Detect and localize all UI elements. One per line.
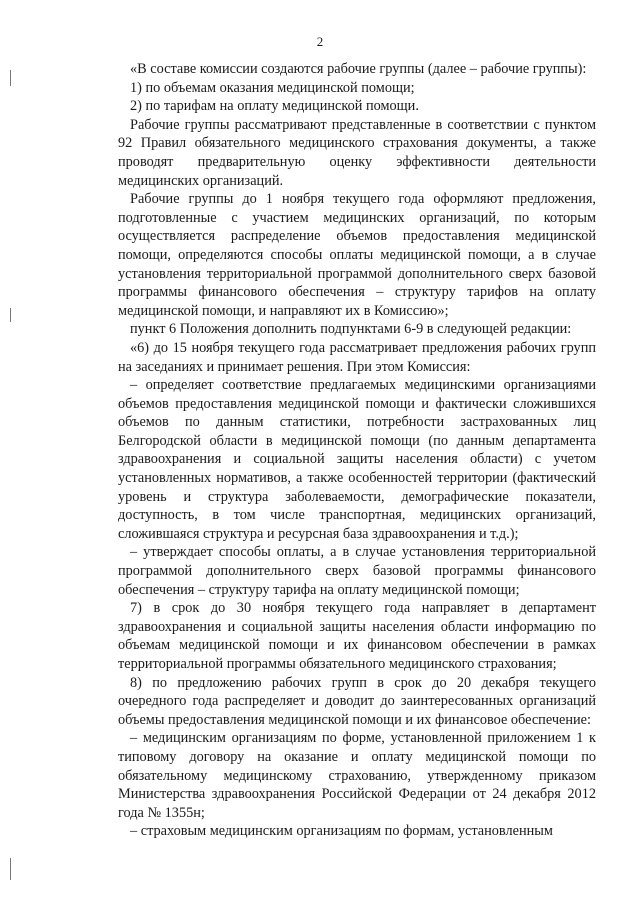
paragraph: 8) по предложению рабочих групп в срок до 20 декабря текущего очередного года распределяет и доводит до заинтересованных организаций объемы предоставления медицинской помощи и их финансовое обеспечение:: [118, 674, 596, 728]
list-item: – определяет соответствие предлагаемых медицинскими организациями объемов предоставления медицинской помощи и фактически сложившихся объемов по данным статистики, потребности застрахованных лиц Белгородской области в медицинской помощи (по данным департамента здравоохранения и социальной защиты населения области) с учетом установленных нормативов, а также особенностей территории (фактический уровень и структура заболеваемости, демографические показатели, доступность, в том числе транспортная, медицинских организаций, сложившаяся структура и ресурсная база здравоохранения и т.д.);: [118, 377, 596, 542]
paragraph: Рабочие группы до 1 ноября текущего года оформляют предложения, подготовленные с участием медицинских организаций, по которым осуществляется распределение объемов предоставления медицинской помощи, определяются способы оплаты медицинской помощи, а в случае установления территориальной программой дополнительного сверх базовой программы финансового обеспечения – структуру тарифов на оплату медицинской помощи, и направляют их в Комиссию»;: [118, 191, 596, 319]
document-body: [118, 60, 596, 841]
paragraph: 7) в срок до 30 ноября текущего года направляет в департамент здравоохранения и социальной защиты населения области информацию по объемам медицинской помощи и их финансовом обеспечении в рамках территориальной программы обязательного медицинского страхования;: [118, 600, 596, 672]
paragraph: «В составе комиссии создаются рабочие группы (далее – рабочие группы):: [130, 61, 587, 77]
paragraph: Рабочие группы рассматривают представленные в соответствии с пунктом 92 Правил обязательного медицинского страхования документы, а также проводят предварительную оценку эффективности деятельности медицинских организаций.: [118, 116, 596, 189]
list-item: 1) по объемам оказания медицинской помощи;: [130, 79, 415, 96]
list-item: – страховым медицинским организациям по формам, установленным: [130, 823, 553, 840]
scan-edge-mark: [10, 70, 11, 86]
page-number: 2: [316, 34, 324, 49]
scan-edge-mark: [10, 308, 11, 322]
list-item: – утверждает способы оплаты, а в случае установления территориальной программой дополнительного сверх базовой программы финансового обеспечения – структуру тарифа на оплату медицинской помощи;: [118, 544, 596, 598]
scan-edge-mark: [10, 858, 11, 880]
list-item: 2) по тарифам на оплату медицинской помощи.: [130, 98, 419, 115]
list-item: – медицинским организациям по форме, установленной приложением 1 к типовому договору на оказание и оплату медицинской помощи по обязательному медицинскому страхованию, утвержденному приказом Министерства здравоохранения Российской Федерации от 24 декабря 2012 года № 1355н;: [118, 730, 596, 821]
paragraph: «6) до 15 ноября текущего года рассматривает предложения рабочих групп на заседаниях и принимает решения. При этом Комиссия:: [118, 339, 596, 375]
paragraph: пункт 6 Положения дополнить подпунктами 6-9 в следующей редакции:: [130, 321, 572, 338]
